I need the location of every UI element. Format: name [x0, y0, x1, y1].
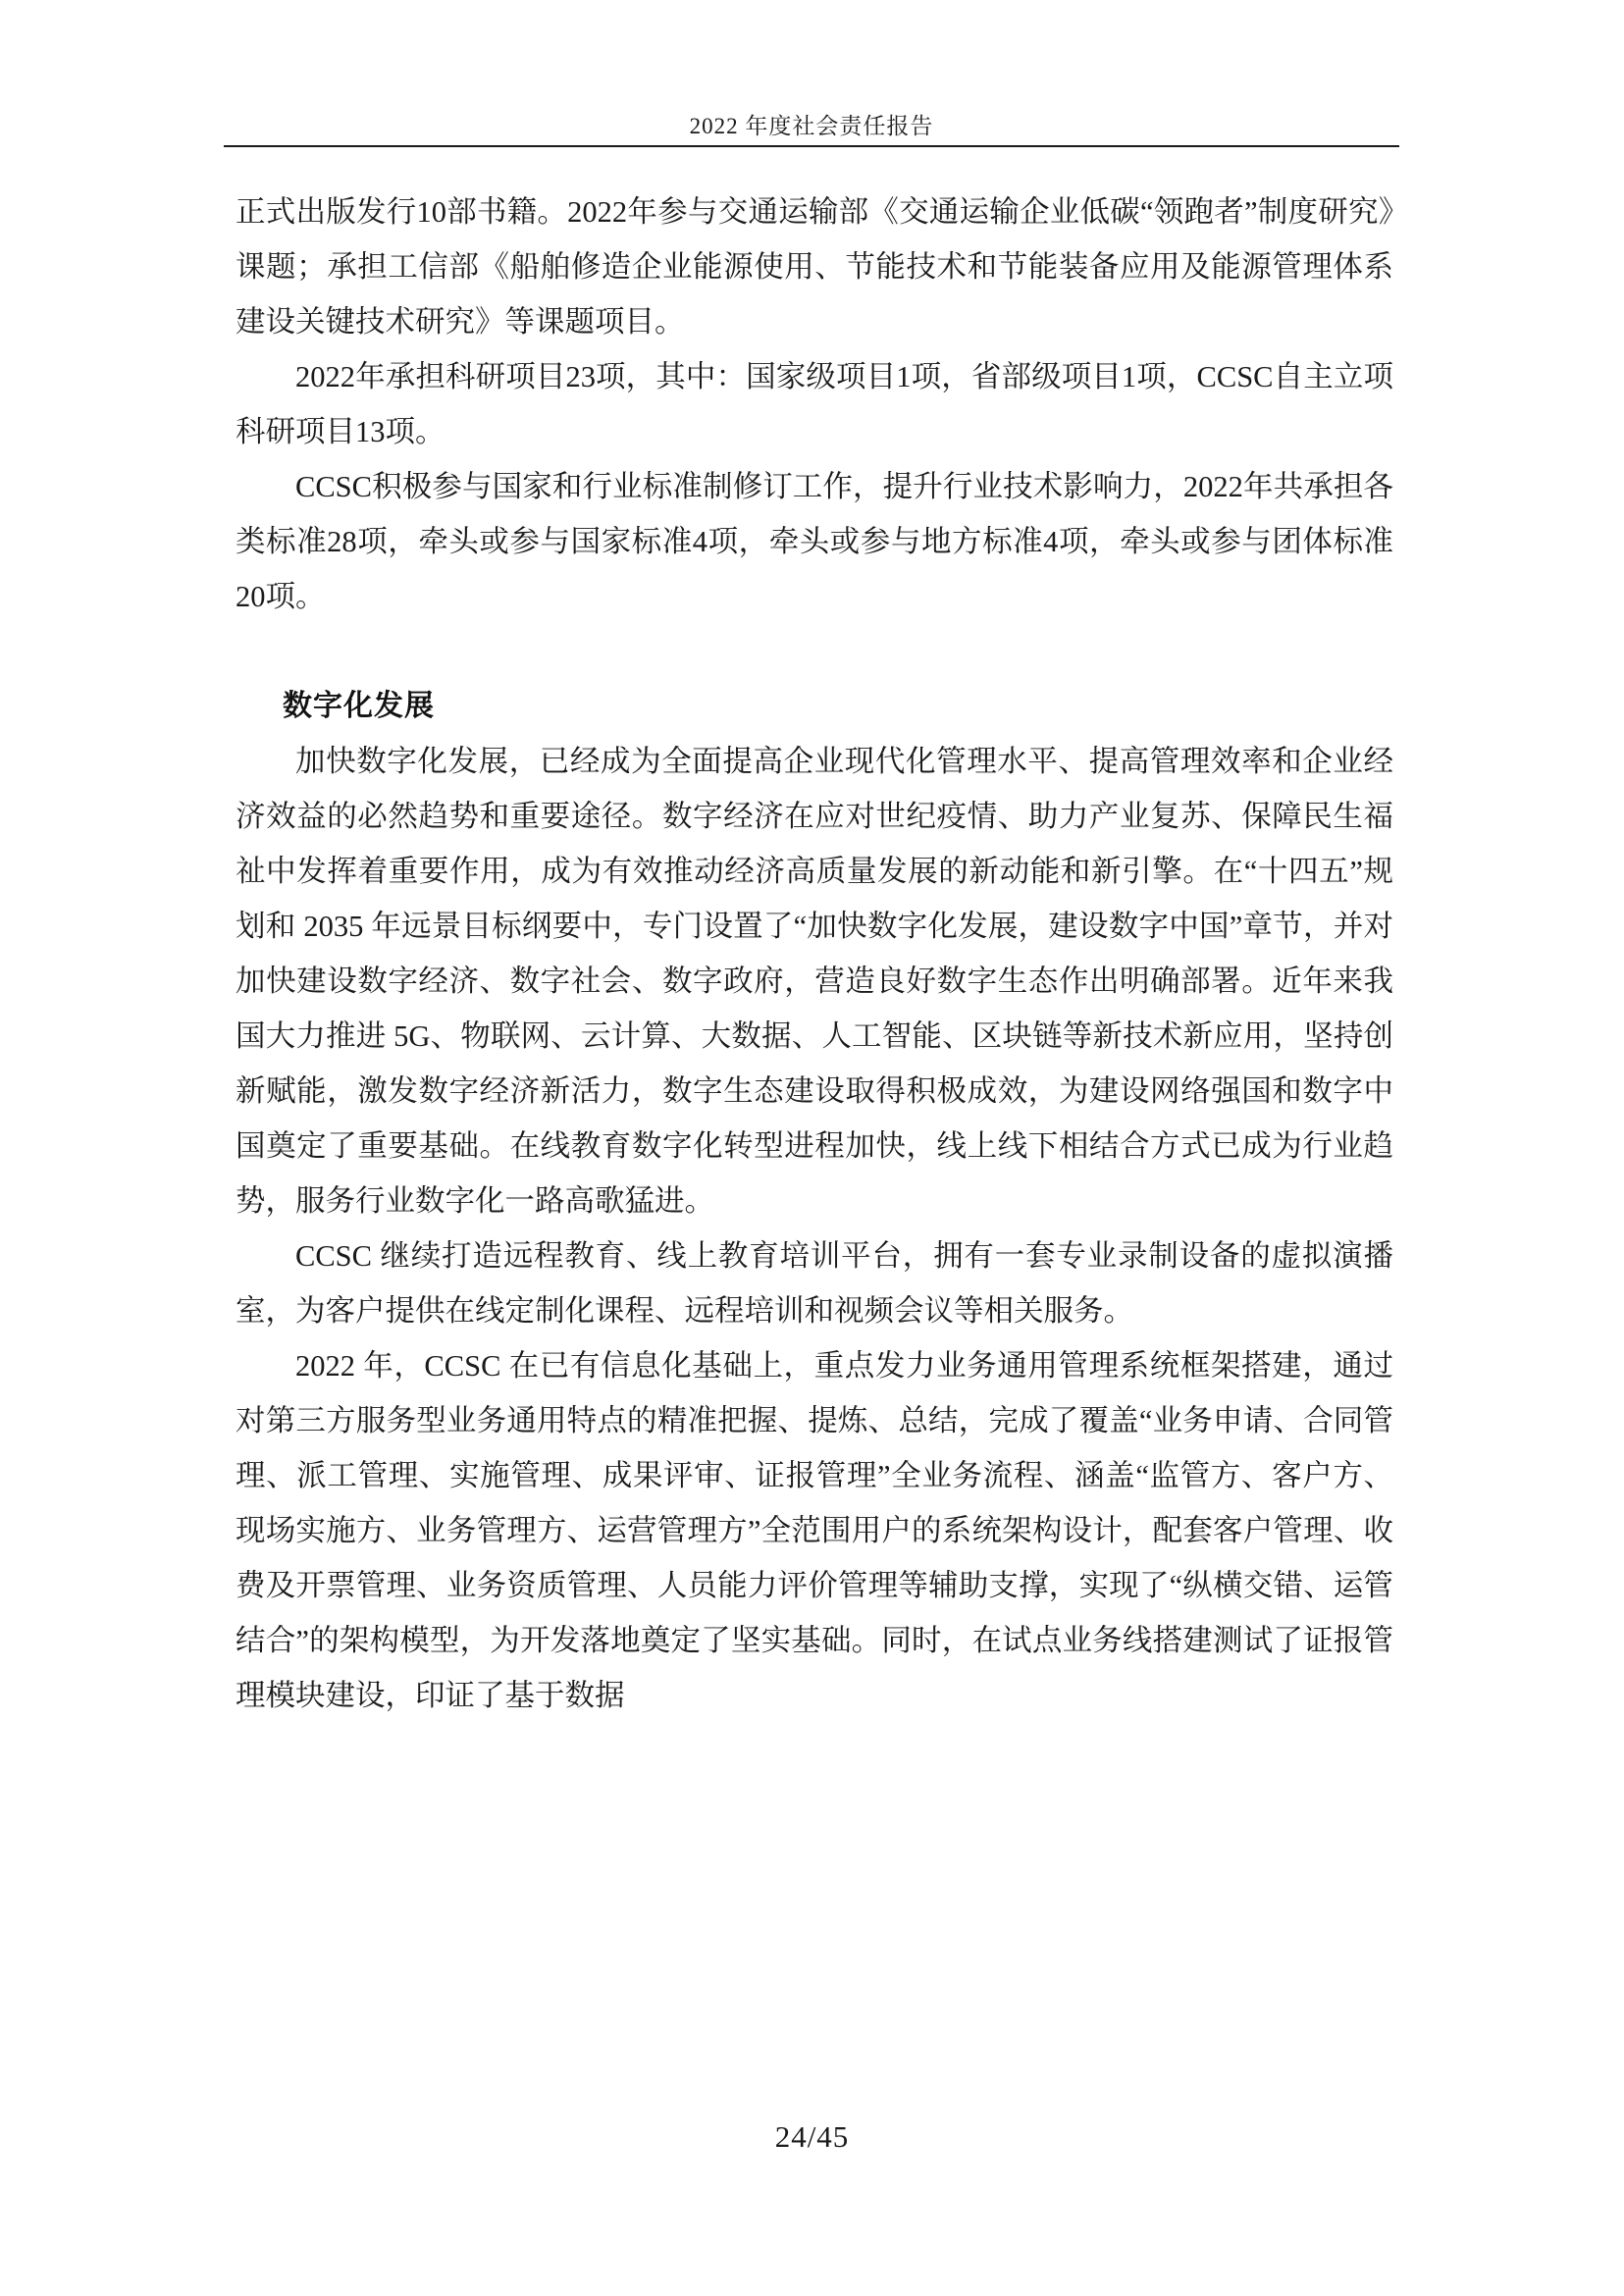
page-footer: [0, 2119, 1624, 2155]
page-header: [224, 108, 1399, 140]
section-spacer: [236, 624, 1393, 679]
header-divider: [224, 145, 1399, 147]
page-number: 24/45: [774, 2119, 850, 2154]
paragraph-system-framework: 2022 年，CCSC 在已有信息化基础上，重点发力业务通用管理系统框架搭建，通过对第三方服务型业务通用特点的精准把握、提炼、总结，完成了覆盖“业务申请、合同管理、派工管理、实施管理、成果评审、证报管理”全业务流程、涵盖“监管方、客户方、现场实施方、业务管理方、运营管理方”全范围用户的系统架构设计，配套客户管理、收费及开票管理、业务资质管理、人员能力评价管理等辅助支撑，实现了“纵横交错、运管结合”的架构模型，为开发落地奠定了坚实基础。同时，在试点业务线搭建测试了证报管理模块建设，印证了基于数据: [236, 1349, 1393, 1712]
paragraph-remote-education: CCSC 继续打造远程教育、线上教育培训平台，拥有一套专业录制设备的虚拟演播室，为客户提供在线定制化课程、远程培训和视频会议等相关服务。: [236, 1239, 1393, 1328]
paragraph-standards: CCSC积极参与国家和行业标准制修订工作，提升行业技术影响力，2022年共承担各类标准28项，牵头或参与国家标准4项，牵头或参与地方标准4项，牵头或参与团体标准20项。: [236, 470, 1393, 613]
paragraph-digital-trend: 加快数字化发展，已经成为全面提高企业现代化管理水平、提高管理效率和企业经济效益的必然趋势和重要途径。数字经济在应对世纪疫情、助力产业复苏、保障民生福祉中发挥着重要作用，成为有效推动经济高质量发展的新动能和新引擎。在“十四五”规划和 2035 年远景目标纲要中，专门设置了“加快数字化发展，建设数字中国”章节，并对加快建设数字经济、数字社会、数字政府，营造良好数字生态作出明确部署。近年来我国大力推进 5G、物联网、云计算、大数据、人工智能、区块链等新技术新应用，坚持创新赋能，激发数字经济新活力，数字生态建设取得积极成效，为建设网络强国和数字中国奠定了重要基础。在线教育数字化转型进程加快，线上线下相结合方式已成为行业趋势，服务行业数字化一路高歌猛进。: [236, 745, 1393, 1218]
paragraph-publishing-research: 正式出版发行10部书籍。2022年参与交通运输部《交通运输企业低碳“领跑者”制度研究》课题；承担工信部《船舶修造企业能源使用、节能技术和节能装备应用及能源管理体系建设关键技术研究》等课题项目。: [236, 195, 1393, 339]
header-title: 2022 年度社会责任报告: [689, 114, 934, 138]
document-content: [236, 184, 1393, 1723]
paragraph-research-projects: 2022年承担科研项目23项，其中：国家级项目1项，省部级项目1项，CCSC自主立项科研项目13项。: [236, 360, 1393, 448]
section-heading-digital-development: 数字化发展: [283, 690, 435, 722]
